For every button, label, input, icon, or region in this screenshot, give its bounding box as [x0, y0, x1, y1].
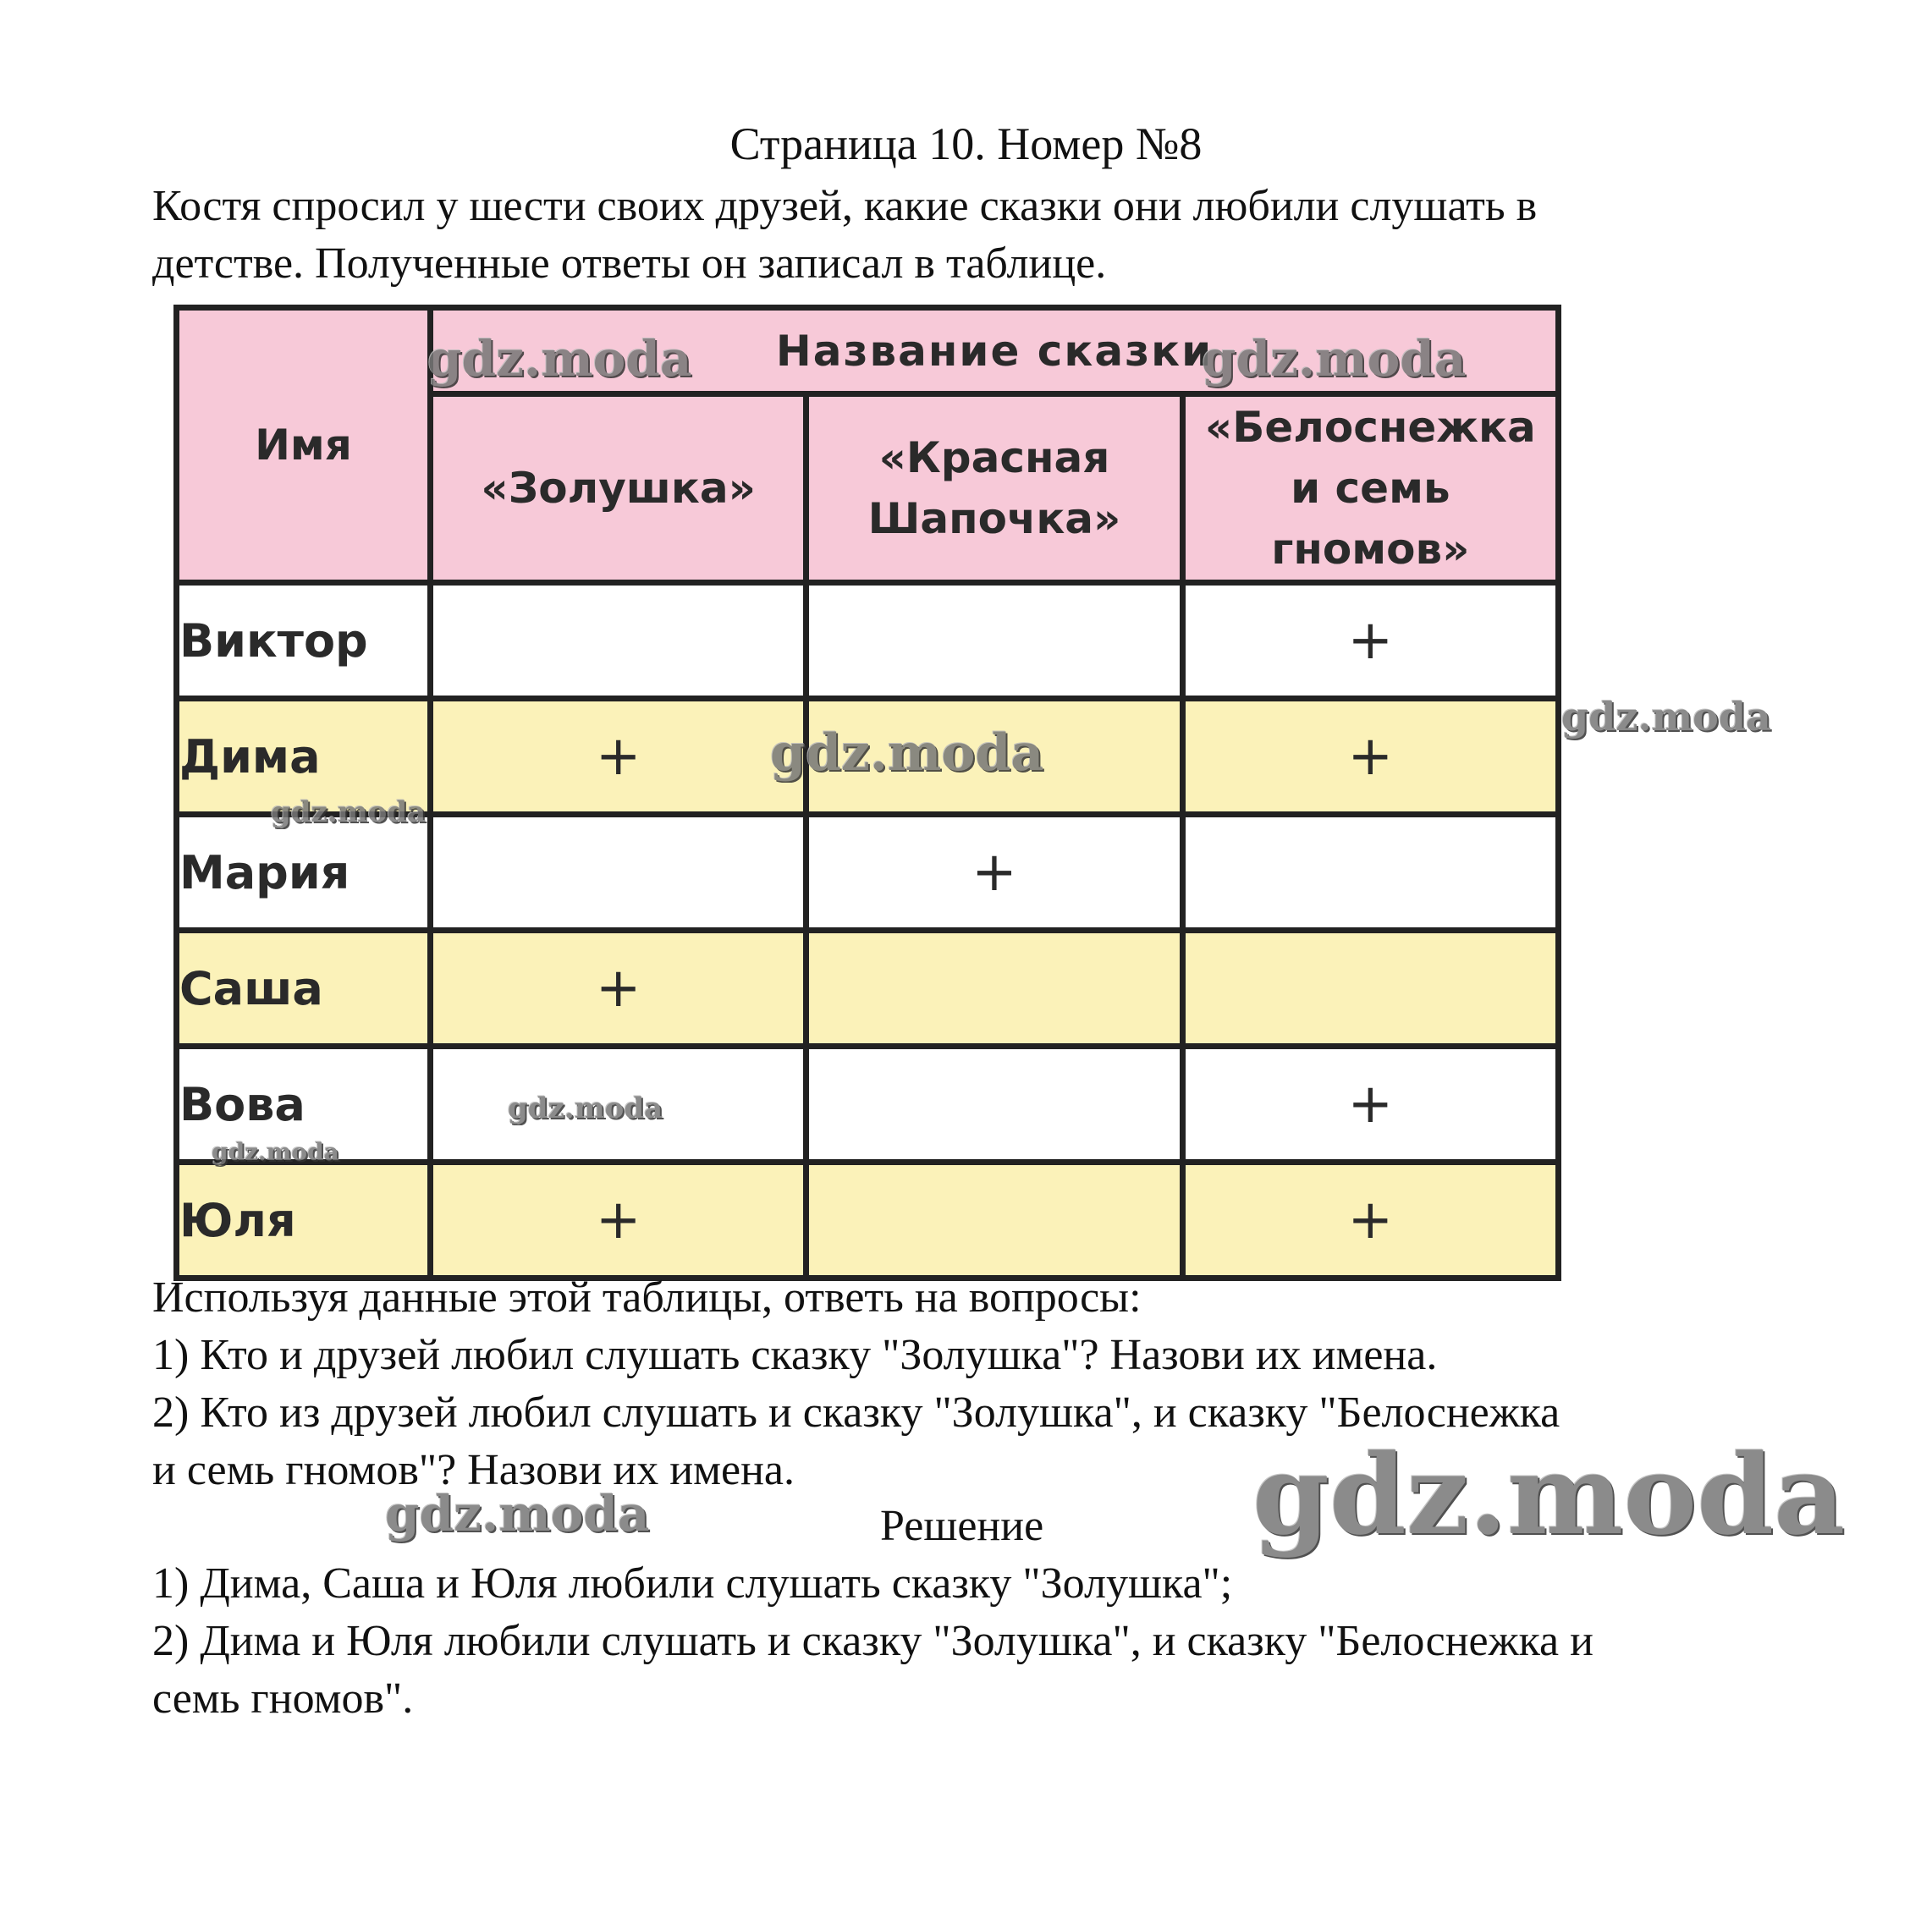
- mark-cell: [806, 583, 1182, 699]
- row-name-cell: Саша: [177, 931, 431, 1047]
- mark-cell: +: [1182, 1047, 1558, 1163]
- mark-cell: +: [1182, 699, 1558, 815]
- task-text-line-1: Костя спросил у шести своих друзей, какие сказки они любили слушать в: [152, 182, 1538, 230]
- question-1: 1) Кто и друзей любил слушать сказку "Золушка"? Назови их имена.: [152, 1331, 1438, 1379]
- mark-cell: +: [431, 699, 806, 815]
- column-header-line: Шапочка»: [867, 494, 1121, 543]
- mark-cell: +: [431, 931, 806, 1047]
- column-header-line: «Белоснежка: [1204, 403, 1536, 452]
- column-header-line: «Золушка»: [481, 464, 756, 513]
- question-intro: Используя данные этой таблицы, ответь на вопросы:: [152, 1273, 1142, 1322]
- watermark: gdz.moda: [427, 330, 692, 388]
- answer-1: 1) Дима, Саша и Юля любили слушать сказку "Золушка";: [152, 1559, 1233, 1608]
- watermark: gdz.moda: [770, 723, 1044, 783]
- column-header-belosnezhka: [1182, 394, 1558, 583]
- watermark: gdz.moda: [212, 1138, 339, 1166]
- watermark: gdz.moda: [1252, 1430, 1846, 1559]
- watermark: gdz.moda: [385, 1485, 650, 1542]
- watermark: gdz.moda: [1202, 330, 1467, 388]
- solution-heading: Решение: [880, 1502, 1044, 1550]
- table-row: [177, 815, 1559, 931]
- question-2-line-1: 2) Кто из друзей любил слушать и сказку "Золушка", и сказку "Белоснежка: [152, 1388, 1560, 1437]
- mark-cell: [806, 1047, 1182, 1163]
- row-name-cell: Юля: [177, 1163, 431, 1278]
- name-column-header: Имя: [177, 308, 431, 583]
- table-row: [177, 1163, 1559, 1278]
- table-row: [177, 931, 1559, 1047]
- table-row: [177, 583, 1559, 699]
- fairy-tale-table: [173, 305, 1561, 1281]
- mark-cell: [1182, 931, 1558, 1047]
- column-header-line: и семь гномов»: [1271, 464, 1470, 574]
- mark-cell: [1182, 815, 1558, 931]
- tale-group-header: Название сказки: [431, 308, 1559, 394]
- table-row: [177, 1047, 1559, 1163]
- watermark: gdz.moda: [271, 795, 427, 829]
- page-title: Страница 10. Номер №8: [729, 118, 1203, 169]
- row-name-cell: Виктор: [177, 583, 431, 699]
- row-name-cell: Дима: [177, 699, 431, 815]
- mark-cell: +: [1182, 583, 1558, 699]
- mark-cell: [806, 931, 1182, 1047]
- mark-cell: [431, 583, 806, 699]
- mark-cell: +: [806, 815, 1182, 931]
- watermark: gdz.moda: [508, 1091, 663, 1125]
- answer-2-line-1: 2) Дима и Юля любили слушать и сказку "Золушка", и сказку "Белоснежка и: [152, 1617, 1593, 1665]
- question-2-line-2: и семь гномов"? Назови их имена.: [152, 1446, 795, 1494]
- mark-cell: +: [1182, 1163, 1558, 1278]
- answer-2-line-2: семь гномов".: [152, 1674, 414, 1723]
- column-header-line: «Красная: [878, 433, 1110, 482]
- task-text-line-2: детстве. Полученные ответы он записал в таблице.: [152, 239, 1107, 288]
- mark-cell: [431, 815, 806, 931]
- mark-cell: [806, 1163, 1182, 1278]
- column-header-krasnaya-shapochka: [806, 394, 1182, 583]
- column-header-zolushka: [431, 394, 806, 583]
- row-name-cell: Вова: [177, 1047, 431, 1163]
- row-name-cell: Мария: [177, 815, 431, 931]
- watermark: gdz.moda: [1561, 694, 1771, 740]
- mark-cell: +: [431, 1163, 806, 1278]
